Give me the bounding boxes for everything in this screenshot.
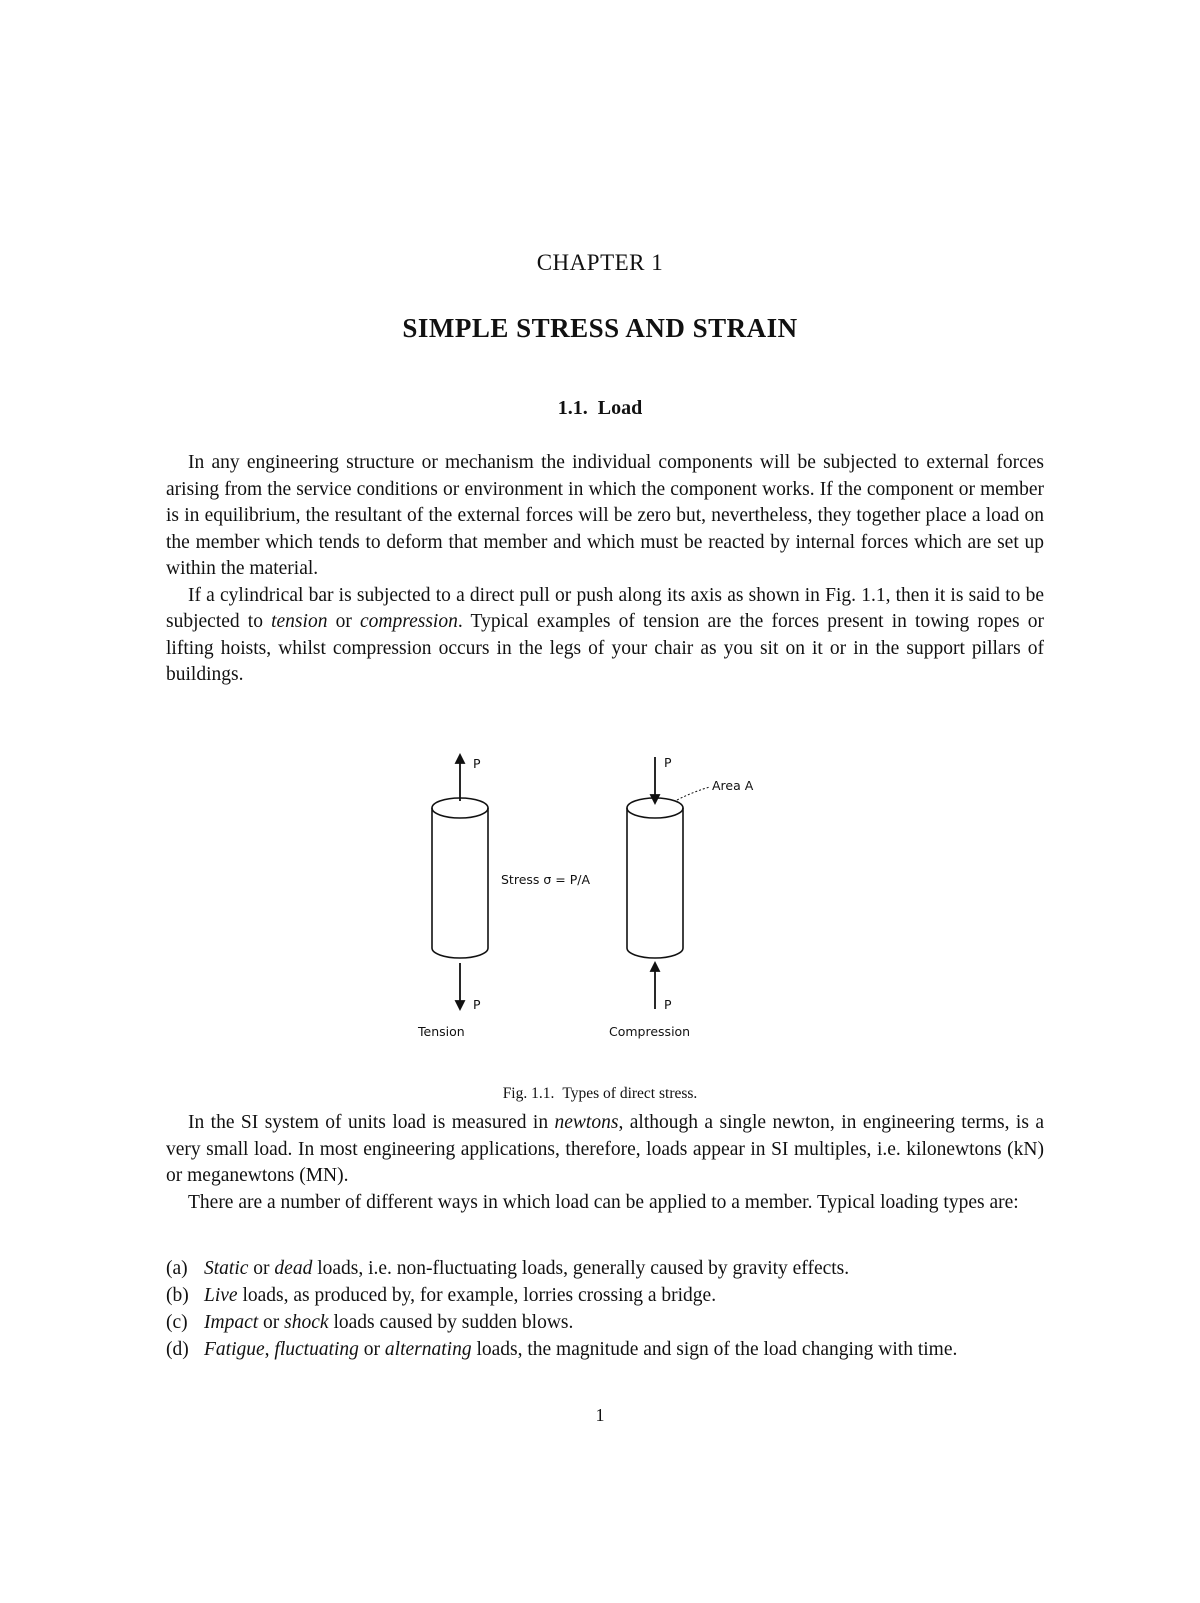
compression-bottom-arc	[627, 948, 683, 958]
italic-text-run: shock	[284, 1312, 329, 1333]
page-number: 1	[595, 1405, 605, 1425]
figure-caption	[0, 1085, 1200, 1103]
section-number: 1.1.	[557, 397, 588, 419]
text-run: loads, the magnitude and sign of the load changing with time.	[471, 1339, 958, 1360]
italic-text-run: fluctuating	[274, 1339, 359, 1360]
text-run: or	[327, 611, 360, 632]
compression-cylinder	[627, 798, 683, 958]
direct-stress-diagram	[405, 753, 795, 1053]
section-title: Load	[597, 397, 643, 419]
body-paragraph	[166, 1110, 1044, 1190]
area-label: Area A	[712, 778, 754, 793]
italic-text-run: newtons	[554, 1112, 619, 1133]
body-paragraph	[166, 583, 1044, 689]
body-paragraph	[166, 1190, 1044, 1217]
figure-number: Fig. 1.1.	[502, 1085, 555, 1102]
italic-text-run: Impact	[204, 1312, 259, 1333]
body-paragraphs-intro	[166, 450, 1044, 689]
loading-type-item	[166, 1309, 1044, 1336]
compression-top-load-label: P	[664, 755, 672, 770]
list-marker: (d)	[166, 1339, 189, 1360]
figure-direct-stress	[405, 753, 795, 1053]
text-run: , although a single newton, in engineering terms, is a very small load. In most engineering applications, therefore, loads appear in SI multiples, i.e. kilonewtons (kN) or meganewtons (MN).	[166, 1112, 1045, 1186]
text-run: In the SI system of units load is measured in	[188, 1112, 555, 1133]
loading-types-list	[166, 1255, 1044, 1363]
text-run: or	[248, 1258, 275, 1279]
italic-text-run: Static	[204, 1258, 249, 1279]
list-marker: (a)	[166, 1258, 188, 1279]
area-leader-line	[677, 787, 710, 800]
tension-bottom-arc	[432, 948, 488, 958]
italic-text-run: alternating	[384, 1339, 472, 1360]
tension-top-load-label: P	[473, 756, 481, 771]
list-marker: (c)	[166, 1312, 188, 1333]
text-run: . Typical examples of tension are the forces present in towing ropes or lifting hoists, whilst compression occurs in the legs of your chair as you sit on it or in the support pillars of buildings.	[166, 611, 1044, 685]
tension-top-arrow-head	[456, 755, 464, 763]
text-run: or	[358, 1339, 385, 1360]
body-paragraphs-units	[166, 1110, 1044, 1216]
figure-caption-text: Types of direct stress.	[562, 1085, 698, 1102]
tension-bottom-arrow-head	[456, 1001, 464, 1009]
tension-bottom-load-label: P	[473, 997, 481, 1012]
text-run: There are a number of different ways in which load can be applied to a member. Typical loading types are:	[188, 1191, 1019, 1213]
text-run: ,	[264, 1339, 275, 1360]
stress-formula-label: Stress σ = P/A	[501, 872, 591, 887]
text-run: or	[258, 1312, 285, 1333]
text-run: In any engineering structure or mechanism the individual components will be subjected to external forces arising from the service conditions or environment in which the component works. If the component or member is in equilibrium, the resultant of the external forces will be zero but, nevertheless, they together place a load on the member which tends to deform that member and which must be reacted by internal forces which are set up within the material.	[166, 452, 1044, 579]
text-run: loads, as produced by, for example, lorries crossing a bridge.	[237, 1285, 717, 1306]
italic-text-run: compression	[360, 611, 458, 632]
text-run: loads, i.e. non-fluctuating loads, generally caused by gravity effects.	[312, 1258, 850, 1279]
compression-label: Compression	[609, 1024, 691, 1039]
compression-arrows	[651, 757, 659, 1009]
italic-text-run: tension	[271, 611, 328, 632]
tension-cylinder	[432, 798, 488, 958]
body-paragraph	[166, 450, 1044, 583]
tension-arrows	[456, 755, 464, 1009]
compression-top-arrow-head	[651, 795, 659, 803]
section-heading	[0, 397, 1200, 420]
compression-bottom-arrow-head	[651, 963, 659, 971]
italic-text-run: Fatigue	[204, 1339, 265, 1360]
tension-label: Tension	[418, 1024, 465, 1039]
loading-type-item	[166, 1282, 1044, 1309]
text-run: If a cylindrical bar is subjected to a direct pull or push along its axis as shown in Fig. 1.1, then it is said to be subjected to	[166, 584, 1044, 632]
list-marker: (b)	[166, 1285, 189, 1306]
chapter-heading: CHAPTER 1	[536, 250, 664, 275]
italic-text-run: dead	[274, 1258, 313, 1279]
loading-type-item	[166, 1336, 1044, 1363]
italic-text-run: Live	[204, 1285, 238, 1306]
loading-type-item	[166, 1255, 1044, 1282]
text-run: loads caused by sudden blows.	[328, 1312, 574, 1333]
chapter-title: SIMPLE STRESS AND STRAIN	[402, 313, 798, 343]
compression-bottom-load-label: P	[664, 997, 672, 1012]
